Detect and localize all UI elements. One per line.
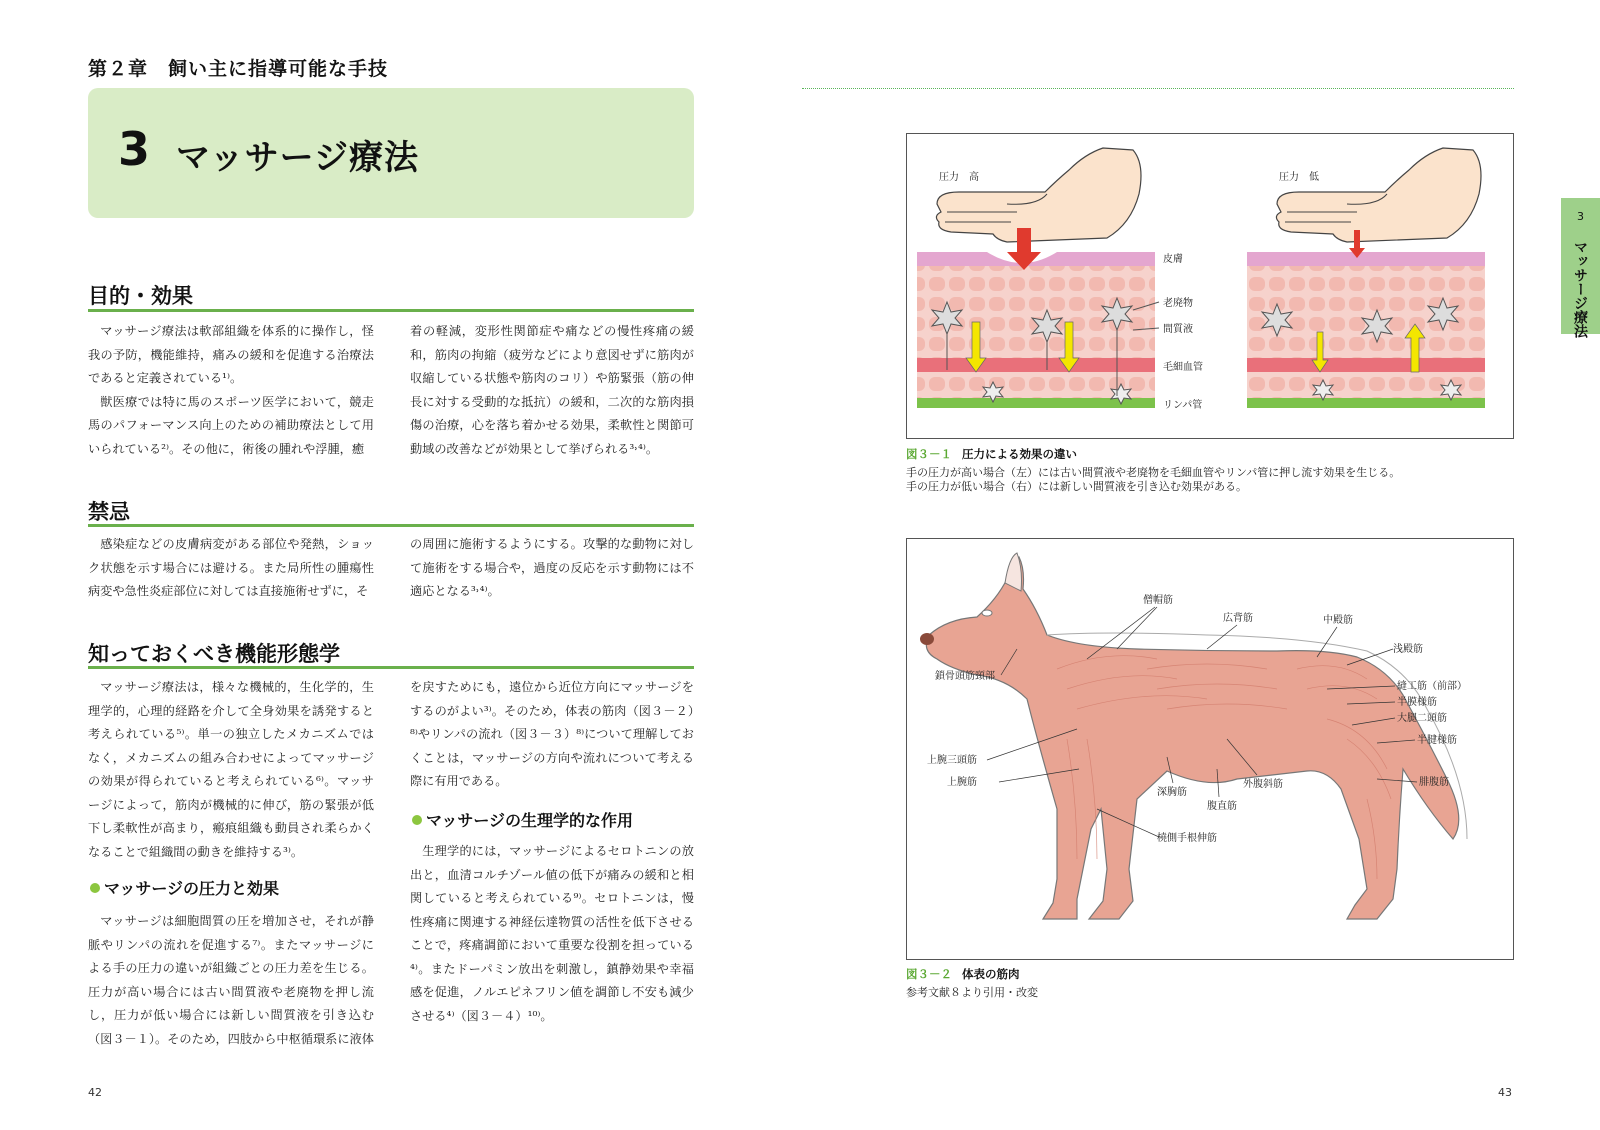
chapter-tab-label: マッサージ療法 xyxy=(1572,240,1588,338)
section-heading-contraindications: 禁忌 xyxy=(88,500,130,524)
low-pressure-panel xyxy=(1247,148,1485,408)
subheading-physiology xyxy=(412,808,633,831)
label-waste: 老廃物 xyxy=(1163,298,1193,309)
section-rule xyxy=(88,666,694,669)
subheading-pressure xyxy=(90,876,279,899)
label-gluteus-medius: 中殿筋 xyxy=(1323,615,1353,626)
hand-icon xyxy=(1276,148,1481,242)
figure1-caption xyxy=(906,466,1516,494)
high-pressure-panel xyxy=(917,148,1155,408)
figure1-number: 図３－１ xyxy=(906,447,952,461)
nose-icon xyxy=(920,633,934,645)
label-skin: 皮膚 xyxy=(1163,254,1183,265)
capillary-band xyxy=(917,358,1155,372)
subheading-text: マッサージの圧力と効果 xyxy=(104,879,280,898)
label-gastrocnemius: 腓腹筋 xyxy=(1419,777,1449,788)
section-rule xyxy=(88,309,694,312)
section-number: 3 xyxy=(118,122,151,176)
text-column xyxy=(88,320,374,461)
pressure-diagram xyxy=(907,134,1513,438)
figure2-source: 参考文献８より引用・改変 xyxy=(906,986,1038,999)
label-rectus-abdominis: 腹直筋 xyxy=(1207,801,1237,812)
text-column xyxy=(410,320,694,461)
label-semitendinosus: 半腱様筋 xyxy=(1417,735,1457,746)
label-brachialis: 上腕筋 xyxy=(947,777,977,788)
text-column xyxy=(88,910,374,1051)
label-sartorius: 縫工筋（前部） xyxy=(1397,681,1467,692)
caption-line: 手の圧力が高い場合（左）には古い間質液や老廃物を毛細血管やリンパ管に押し流す効果を生じる。 xyxy=(906,466,1401,479)
paragraph: 獣医療では特に馬のスポーツ医学において，競走馬のパフォーマンス向上のための補助療法として用いられている²⁾。その他に，術後の腫れや浮腫，癒 xyxy=(88,394,374,456)
figure1-title: 圧力による効果の違い xyxy=(962,447,1077,461)
text-column xyxy=(88,533,374,604)
label-lymph: リンパ管 xyxy=(1163,400,1203,411)
text-column xyxy=(410,676,694,794)
label-gluteus-superficialis: 浅殿筋 xyxy=(1393,644,1423,655)
subheading-text: マッサージの生理学的な作用 xyxy=(426,811,634,830)
label-cleidocervicalis: 鎖骨頭筋頸部 xyxy=(935,671,995,682)
label-semimembranosus: 半膜様筋 xyxy=(1397,697,1437,708)
header-rule xyxy=(802,88,1514,89)
label-obliquus-externus: 外腹斜筋 xyxy=(1243,779,1283,790)
label-biceps-femoris: 大腿二頭筋 xyxy=(1397,713,1447,724)
paragraph: の周囲に施術するようにする。攻撃的な動物に対して施術をする場合や，過度の反応を示す動物には不適応となる³˒⁴⁾。 xyxy=(410,537,694,598)
bullet-dot xyxy=(90,883,100,893)
page-number-left: 42 xyxy=(88,1086,102,1099)
label-trapezius: 僧帽筋 xyxy=(1143,595,1173,606)
figure-dog-muscles xyxy=(906,538,1514,960)
text-column xyxy=(88,676,374,864)
skin-layer xyxy=(1247,252,1485,266)
page-number-right: 43 xyxy=(1498,1086,1512,1099)
paragraph: マッサージ療法は，様々な機械的，生化学的，生理学的，心理的経路を介して全身効果を誘発すると考えられている⁵⁾。単一の独立したメカニズムではなく，メカニズムの組み合わせによってマッサージの効果が得られていると考えられている⁶⁾。マッサージによって，筋肉が機械的に伸び，筋の緊張が低下し柔軟性が高まり，瘢痕組織も動員され柔らかくなることで組織間の動きを維持する³⁾。 xyxy=(88,680,374,859)
paragraph: 着の軽減，変形性関節症や痛などの慢性疼痛の緩和，筋肉の拘縮（疲労などにより意図せずに筋肉が収縮している状態や筋肉のコリ）や筋緊張（筋の伸長に対する受動的な抵抗）の緩和，二次的な筋肉損傷の治療，心を落ち着かせる効果，柔軟性と関節可動域の改善などが効果として挙げられる³˒⁴⁾。 xyxy=(410,324,694,456)
hand-icon xyxy=(936,148,1141,242)
chapter-tab-number: 3 xyxy=(1577,210,1584,223)
capillary-band xyxy=(1247,358,1485,372)
figure2-title: 体表の筋肉 xyxy=(962,967,1020,981)
label-latissimus: 広背筋 xyxy=(1223,613,1253,624)
dog-muscle-diagram xyxy=(907,539,1513,959)
label-triceps: 上腕三頭筋 xyxy=(927,755,977,766)
label-capillary: 毛細血管 xyxy=(1163,362,1203,373)
figure1-caption-title xyxy=(906,446,1077,462)
text-column xyxy=(410,533,694,604)
bullet-dot xyxy=(412,815,422,825)
caption-line: 手の圧力が低い場合（右）には新しい間質液を引き込む効果がある。 xyxy=(906,480,1247,493)
lymph-band xyxy=(1247,398,1485,408)
figure2-number: 図３－２ xyxy=(906,967,952,981)
paragraph: マッサージは細胞間質の圧を増加させ，それが静脈やリンパの流れを促進する⁷⁾。またマッサージによる手の圧力の違いが組織ごとの圧力差を生じる。圧力が高い場合には古い間質液や老廃物を押し流し，圧力が低い場合には新しい間質液を引き込む（図３－１）。そのため，四肢から中枢循環系に液体 xyxy=(88,914,374,1046)
chapter-heading: 第２章 飼い主に指導可能な手技 xyxy=(88,58,389,80)
label-interstitial: 間質液 xyxy=(1163,324,1193,335)
section-heading-purpose: 目的・効果 xyxy=(88,284,193,308)
figure2-caption-title xyxy=(906,966,1020,982)
paragraph: 生理学的には，マッサージによるセロトニンの放出と，血清コルチゾール値の低下が痛みの緩和と相関していると考えられている⁹⁾。セロトニンは，慢性疼痛に関連する神経伝達物質の活性を低下させることで，疼痛調節において重要な役割を担っている⁴⁾。またドーパミン放出を刺激し，鎮静効果や幸福感を促進，ノルエピネフリン値を調節し不安も減少させる⁴⁾（図３－４）¹⁰⁾。 xyxy=(410,844,694,1023)
paragraph: 感染症などの皮膚病変がある部位や発熱，ショック状態を示す場合には避ける。また局所性の腫瘍性病変や急性炎症部位に対しては直接施術せずに，そ xyxy=(88,537,374,598)
figure-pressure-effects xyxy=(906,133,1514,439)
section-rule xyxy=(88,524,694,527)
text-column xyxy=(410,840,694,1028)
label-pectoralis-profundus: 深胸筋 xyxy=(1157,787,1187,798)
label-pressure-high: 圧力 高 xyxy=(939,172,979,183)
paragraph: マッサージ療法は軟部組織を体系的に操作し，怪我の予防，機能維持，痛みの緩和を促進する治療法であると定義されている¹⁾。 xyxy=(88,324,374,385)
page-title: マッサージ療法 xyxy=(176,138,419,178)
dog-body xyxy=(926,557,1458,919)
label-pressure-low: 圧力 低 xyxy=(1279,172,1319,183)
label-extensor-carpi-radialis: 橈側手根伸筋 xyxy=(1157,833,1217,844)
paragraph: を戻すためにも，遠位から近位方向にマッサージをするのがよい³⁾。そのため，体表の筋肉（図３－２）⁸⁾やリンパの流れ（図３－３）⁸⁾について理解しておくことは，マッサージの方向や流れについて考える際に有用である。 xyxy=(410,680,694,788)
section-heading-morphology: 知っておくべき機能形態学 xyxy=(88,642,340,666)
